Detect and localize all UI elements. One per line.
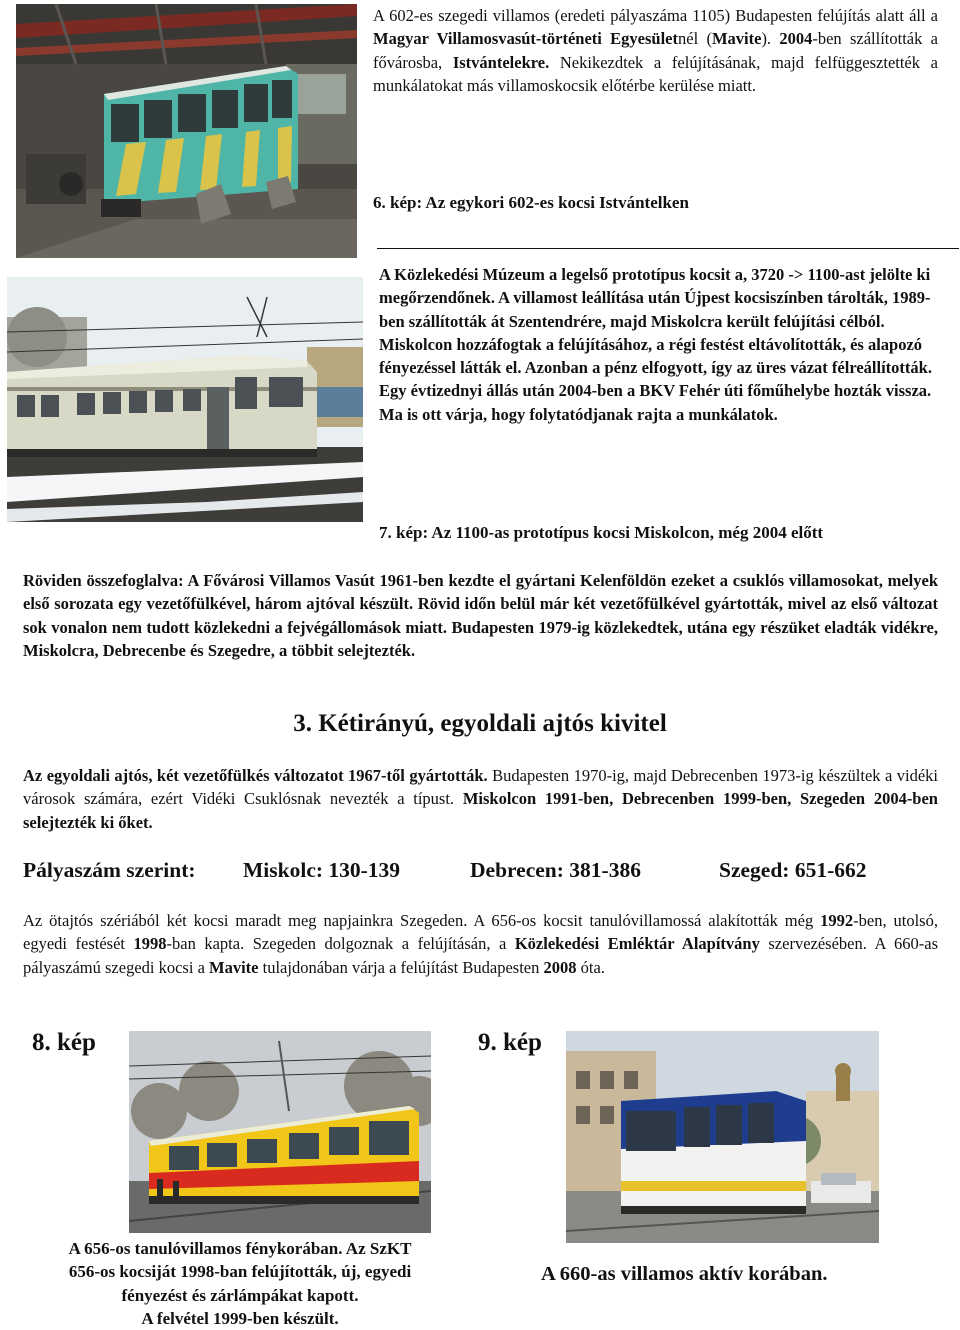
fleet-number-label: Pályaszám szerint: bbox=[23, 858, 196, 882]
paragraph-prototype-history: A Közlekedési Múzeum a legelső prototípus kocsit a, 3720 -> 1100-ast jelölte ki megőrzendőnek. A villamost leállítása után Újpest kocsiszínben tárolták, 1989-ben szállították át Szentendrére, majd Miskolcra került felújítási célból. Miskolcon hozzáfogtak a felújításához, a régi festést eltávolították, és alapozó fényezéssel látták el. Azonban a pénz elfogyott, így az üres vázat félreállították. Egy évtizednyi állás után 2004-ben a BKV Fehér úti főműhelybe hozták vissza. Ma is ott várja, hogy folytatódjanak rajta a munkálatok. bbox=[379, 265, 932, 424]
photo-656-training-tram bbox=[129, 1031, 431, 1233]
paragraph-surviving-cars: Az ötajtós szériából két kocsi maradt meg napjainkra Szegeden. A 656-os kocsit tanulóvillamossá alakították még 1992-ben, utolsó, egyedi festését 1998-ban kapta. Szegeden dolgoznak a felújításán, a Közlekedési Emléktár Alapítvány szervezésében. A 660-as pályaszámú szegedi kocsi a Mavite tulajdonában várja a felújítást Budapesten 2008 óta. bbox=[23, 911, 939, 977]
caption-photo-7: 7. kép: Az 1100-as prototípus kocsi Miskolcon, még 2004 előtt bbox=[379, 523, 824, 542]
section-title: 3. Kétirányú, egyoldali ajtós kivitel bbox=[293, 710, 667, 737]
paragraph-summary: Röviden összefoglalva: A Fővárosi Villamos Vasút 1961-ben kezdte el gyártani Kelenföldön ezeket a csuklós villamosokat, melyek első sorozata egy vezetőfülkével, három ajtóval készült. Rövid időn belül már két vezetőfülkével gyártották, mivel az első változat sok vonalon nem tudott közlekedni a fejvégállomások miatt. Budapesten 1979-ig közlekedtek, utána egy részüket eladták vidékre, Miskolcra, Debrecenbe és Szegedre, a többit selejtezték. bbox=[23, 571, 938, 660]
photo-1100-prototype-miskolc bbox=[7, 277, 363, 522]
caption-photo-6: 6. kép: Az egykori 602-es kocsi Istvántelken bbox=[373, 193, 689, 212]
fleet-numbers-debrecen: Debrecen: 381-386 bbox=[470, 858, 641, 882]
fleet-numbers-szeged: Szeged: 651-662 bbox=[719, 858, 867, 882]
paragraph-one-sided-door-variant: Az egyoldali ajtós, két vezetőfülkés változatot 1967-től gyártották. Budapesten 1970-ig, majd Debrecenben 1973-ig készültek a vidéki városok számára, ezért Vidéki Csuklósnak nevezték a típust. Miskolcon 1991-ben, Debrecenben 1999-ben, Szegeden 2004-ben selejtezték ki őket. bbox=[23, 766, 938, 832]
separator-line bbox=[377, 248, 959, 249]
fleet-numbers-miskolc: Miskolc: 130-139 bbox=[243, 858, 401, 882]
caption-photo-9: A 660-as villamos aktív korában. bbox=[541, 1263, 828, 1285]
photo-660-tram bbox=[566, 1031, 879, 1243]
photo-602-tram-workshop bbox=[16, 4, 357, 258]
paragraph-602-history: A 602-es szegedi villamos (eredeti pályaszáma 1105) Budapesten felújítás alatt áll a Magyar Villamosvasút-történeti Egyesületnél (Mavite). 2004-ben szállították a fővárosba, Istvántelekre. Nekikezdtek a felújításának, majd felfüggesztették a munkálatokat más villamoskocsik előtérbe kerülése miatt. bbox=[373, 6, 938, 95]
caption-photo-8: A 656-os tanulóvillamos fénykorában. Az SzKT 656-os kocsiját 1998-ban felújították, új, egyedi fényezést és zárlámpákat kapott. A felvétel 1999-ben készült. bbox=[68, 1239, 412, 1328]
label-photo-8: 8. kép bbox=[32, 1029, 96, 1056]
label-photo-9: 9. kép bbox=[478, 1029, 542, 1056]
